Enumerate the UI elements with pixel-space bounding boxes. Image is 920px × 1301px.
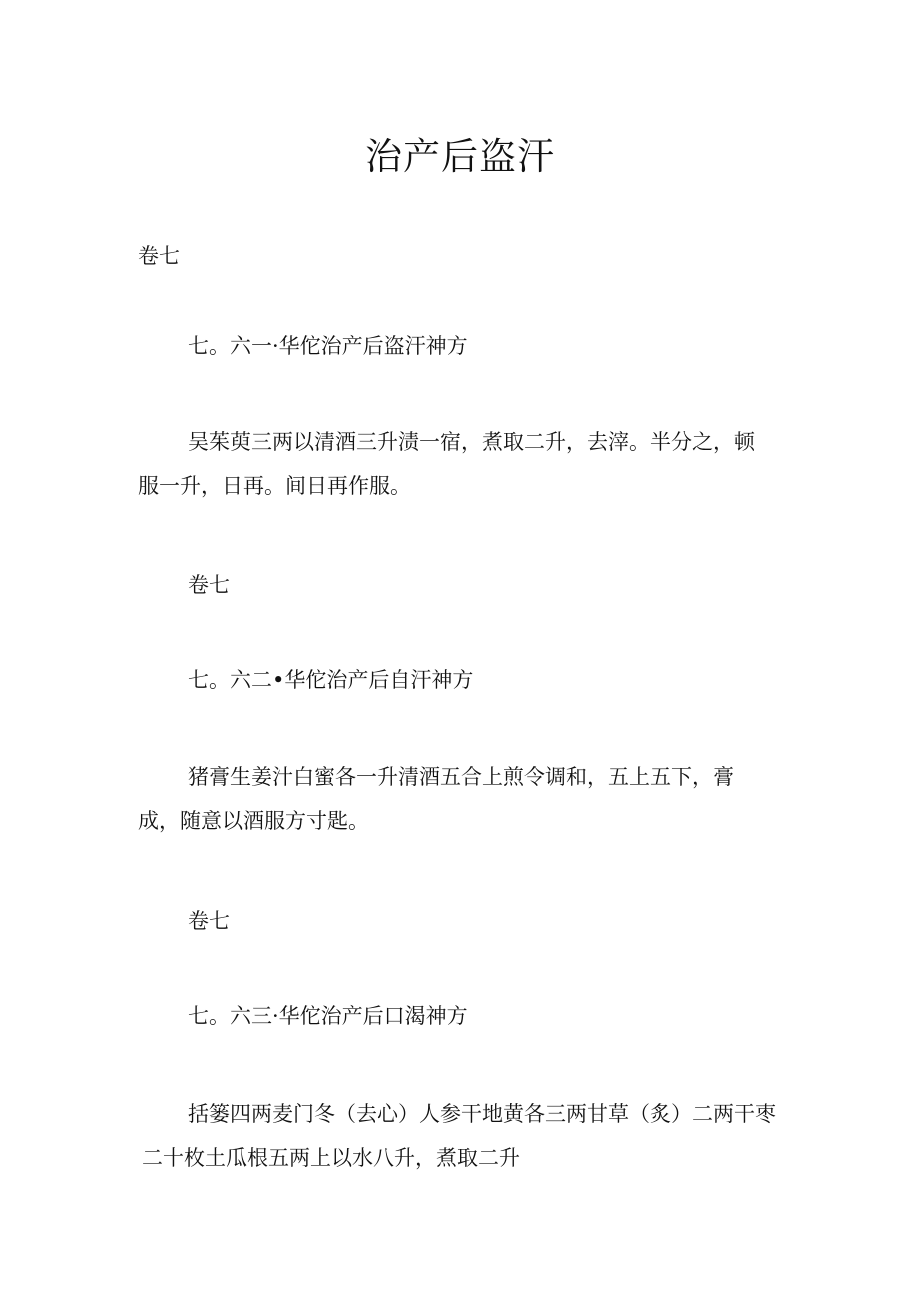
volume-label: 卷七 [138,244,180,268]
section-body [138,755,778,843]
section-body [138,420,778,508]
body-line: 成，随意以酒服方寸匙。 [138,809,369,833]
volume-label: 卷七 [188,573,230,597]
section-heading: 七。六一·华佗治产后盗汗神方 [188,334,468,358]
body-line: 吴茱萸三两以清酒三升渍一宿，煮取二升，去滓。半分之，顿 [188,430,755,454]
volume-label: 卷七 [188,909,230,933]
section-body [138,1092,778,1180]
body-line: 猪膏生姜汁白蜜各一升清酒五合上煎令调和，五上五下，膏 [188,765,734,789]
body-line: 服一升，日再。间日再作服。 [138,474,411,498]
body-line: 括篓四两麦门冬（去心）人参干地黄各三两甘草（炙）二两干枣 [188,1102,776,1126]
body-line: 二十枚土瓜根五两上以水八升，煮取二升 [142,1146,520,1170]
section-heading: 七。六三·华佗治产后口渴神方 [188,1004,468,1028]
section-heading: 七。六二•华佗治产后自汗神方 [188,668,474,692]
page-title: 治产后盗汗 [365,135,555,178]
